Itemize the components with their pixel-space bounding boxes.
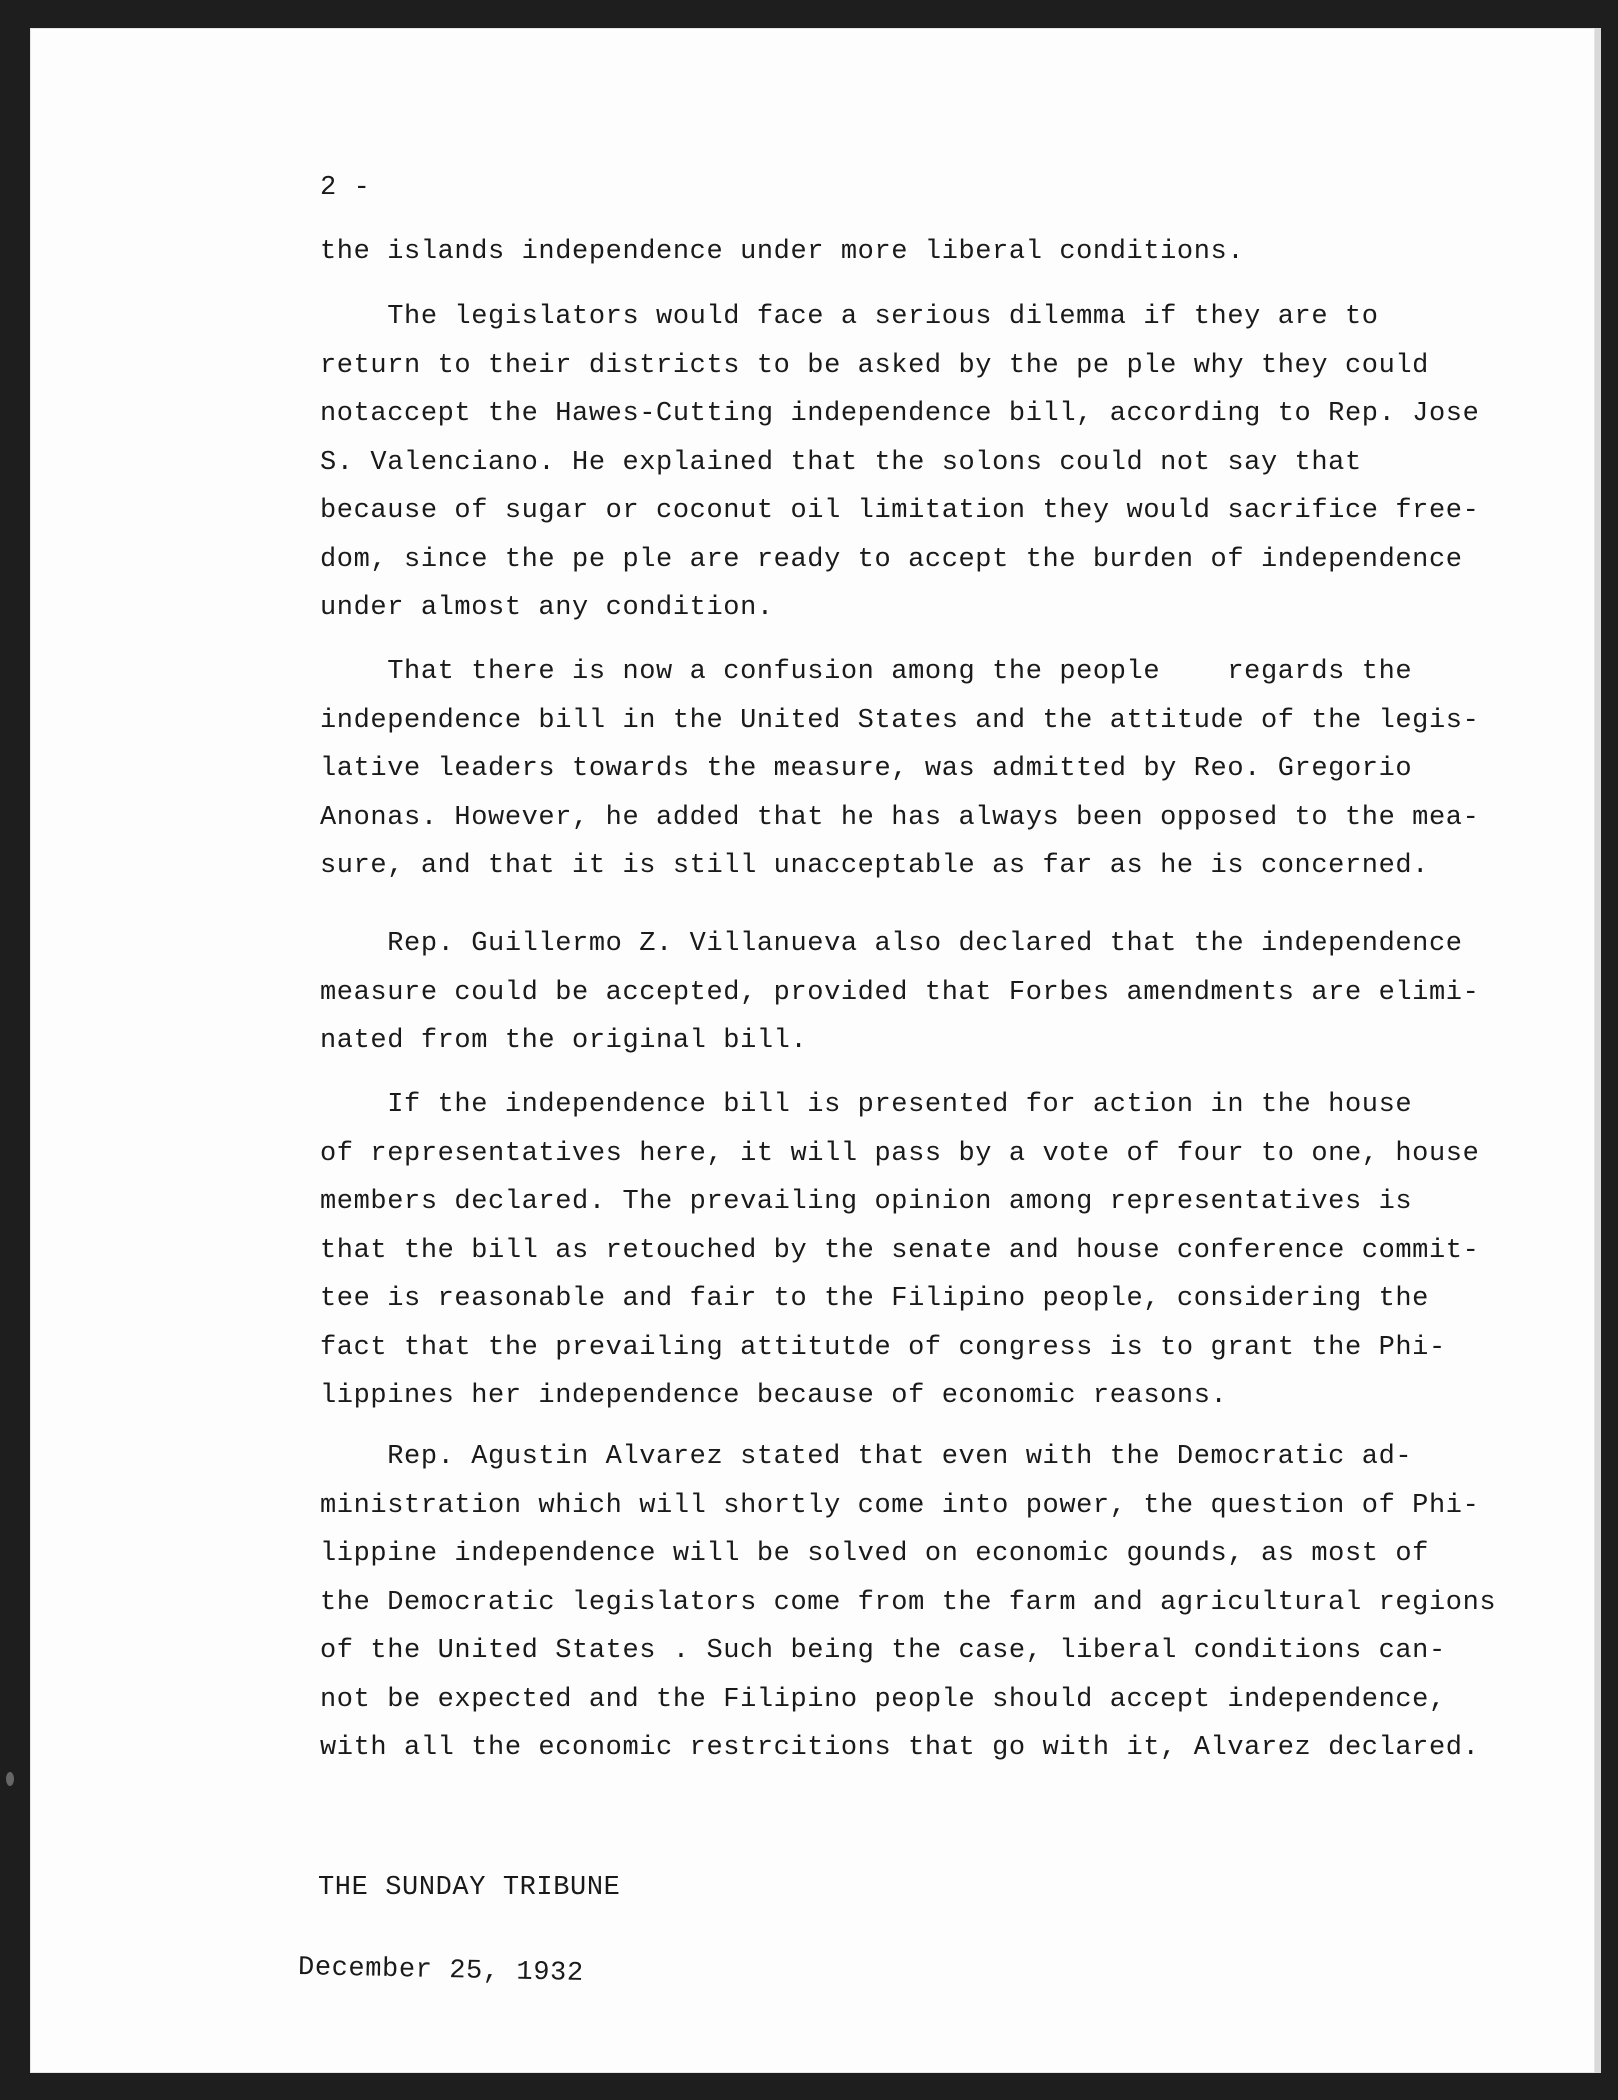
paragraph-line: under almost any condition. <box>320 593 774 623</box>
paragraph-line: lippine independence will be solved on economic gounds, as most of <box>320 1539 1429 1569</box>
paragraph-villanueva <box>320 920 1480 1066</box>
paragraph-valenciano <box>320 293 1480 633</box>
paragraph-line: with all the economic restrcitions that go with it, Alvarez declared. <box>320 1733 1480 1763</box>
paragraph-line: independence bill in the United States and the attitude of the legis- <box>320 705 1480 736</box>
paragraph-line: The legislators would face a serious dilemma if they are to <box>320 302 1379 332</box>
paragraph-anonas <box>320 648 1480 891</box>
paragraph-line: If the independence bill is presented for action in the house <box>320 1090 1413 1120</box>
paragraph-line: of representatives here, it will pass by a vote of four to one, house <box>320 1138 1480 1169</box>
film-speck <box>6 1772 14 1786</box>
paragraph-line: not be expected and the Filipino people should accept independence, <box>320 1684 1446 1715</box>
paragraph-line: of the United States . Such being the case, liberal conditions can- <box>320 1636 1446 1666</box>
paragraph-line: the Democratic legislators come from the farm and agricultural regions <box>320 1587 1497 1618</box>
paragraph-line: because of sugar or coconut oil limitation they would sacrifice free- <box>320 496 1480 526</box>
paragraph-line: S. Valenciano. He explained that the solons could not say that <box>320 447 1362 478</box>
paragraph-house-vote <box>320 1081 1480 1421</box>
paragraph-line: ministration which will shortly come into power, the question of Phi- <box>320 1490 1480 1521</box>
paragraph-line: sure, and that it is still unacceptable as far as he is concerned. <box>320 851 1429 881</box>
paragraph-line: dom, since the pe ple are ready to accept the burden of independence <box>320 544 1463 575</box>
paragraph-line: Rep. Agustin Alvarez stated that even with the Democratic ad- <box>320 1442 1413 1472</box>
publication-date: December 25, 1932 <box>297 1953 584 1989</box>
paragraph-line: notaccept the Hawes-Cutting independence bill, according to Rep. Jose <box>320 399 1480 429</box>
paragraph-line: nated from the original bill. <box>320 1026 808 1056</box>
page-edge <box>1595 28 1601 2073</box>
paragraph-line: return to their districts to be asked by the pe ple why they could <box>320 350 1429 381</box>
opening-line: the islands independence under more liberal conditions. <box>320 237 1245 267</box>
paragraph-line: Anonas. However, he added that he has always been opposed to the mea- <box>320 802 1480 833</box>
paragraph-line: Rep. Guillermo Z. Villanueva also declared that the independence <box>320 929 1463 959</box>
paragraph-alvarez <box>320 1433 1497 1773</box>
page-number: 2 - <box>320 173 371 203</box>
paragraph-line: that the bill as retouched by the senate and house conference commit- <box>320 1235 1480 1266</box>
paragraph-line: measure could be accepted, provided that Forbes amendments are elimi- <box>320 977 1480 1008</box>
paragraph-line: tee is reasonable and fair to the Filipino people, considering the <box>320 1284 1429 1314</box>
paragraph-line: That there is now a confusion among the people regards the <box>320 657 1413 687</box>
opening-line-block <box>320 228 1470 277</box>
paragraph-line: fact that the prevailing attitutde of congress is to grant the Phi- <box>320 1332 1446 1363</box>
paragraph-line: lippines her independence because of economic reasons. <box>320 1381 1228 1411</box>
paragraph-line: members declared. The prevailing opinion among representatives is <box>320 1187 1413 1217</box>
source-publication: THE SUNDAY TRIBUNE <box>318 1873 621 1903</box>
paragraph-line: lative leaders towards the measure, was admitted by Reo. Gregorio <box>320 754 1413 784</box>
